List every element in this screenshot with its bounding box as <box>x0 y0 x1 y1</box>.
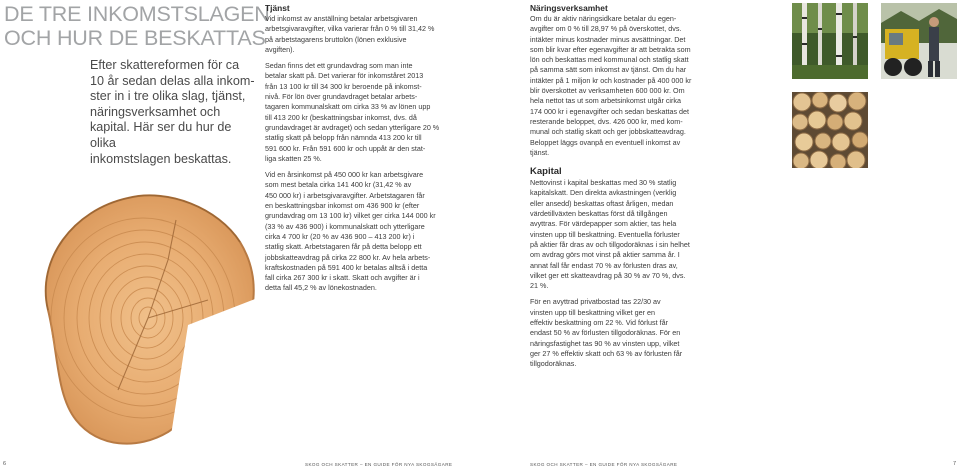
text-line: 21 %. <box>530 281 549 291</box>
text-line: betalar skatt på. Det varierar för inkomståret 2013 <box>265 71 424 81</box>
intro-line: Efter skattereformen för ca <box>90 58 240 72</box>
text-line: på samma sätt som inkomst av tjänst. Om du har <box>530 65 687 75</box>
text-line: Beloppet läggs ovanpå en eventuell inkomst av <box>530 137 681 147</box>
text-line: värdetillväxten beskattas först då tillgången <box>530 209 668 219</box>
text-line: avgifter om 0 % till 28,97 % på överskottet, dvs. <box>530 24 682 34</box>
text-line: fall cirka 267 300 kr i skatt. Skatt och avgifter är i <box>265 273 420 283</box>
text-line: Vid inkomst av anställning betalar arbetsgivaren <box>265 14 418 23</box>
text-line: munal och statlig skatt och ger jobbskatteavdrag. <box>530 127 686 137</box>
text-line: Vid en årsinkomst på 450 000 kr kan arbetsgivare <box>265 170 424 180</box>
text-line: från 13 100 kr till 34 300 kr beroende på inkomst- <box>265 81 422 91</box>
text-line: intäkter minus kostnader minus avsättningar. Det <box>530 34 686 44</box>
text-line: vilket ger ett skatteavdrag på 30 % av 70 %, dvs. <box>530 270 686 280</box>
text-line: på aktier får dras av och tillgodoräknas i sin helhet <box>530 239 690 249</box>
heading-line-2: OCH HUR DE BESKATTAS <box>4 26 266 50</box>
birch-forest-photo <box>792 3 868 79</box>
text-line: Sedan finns det ett grundavdrag som man inte <box>265 61 413 71</box>
intro-line: näringsverksamhet och <box>90 104 221 119</box>
log-cross-section-image <box>18 150 278 455</box>
intro-line: inkomstslagen beskattas. <box>90 151 232 166</box>
text-line: hela nettot tas ut som arbetsinkomst utgår cirka <box>530 96 682 106</box>
text-line: tagaren kommunalskatt om cirka 33 % av lönen upp <box>265 102 431 112</box>
text-line: som blir kvar efter egenavgifter är att betrakta som <box>530 44 691 54</box>
text-line: effektiv beskattning om 22 %. Vid förlust får <box>530 318 668 328</box>
footer-right-text: SKOG OCH SKATTER – EN GUIDE FÖR NYA SKOGSÄGARE <box>530 462 678 467</box>
text-line: För en avyttrad privatbostad tas 22/30 av <box>530 297 661 307</box>
text-line: 174 000 kr i egenavgifter och sedan beskattas det <box>530 106 690 116</box>
text-line: detta fall 45,2 % av lönekostnaden. <box>265 283 377 293</box>
tjanst-section <box>265 3 445 294</box>
text-line: (33 % av 436 900) i kommunalskatt och ytterligare <box>265 221 425 231</box>
page-heading <box>4 2 270 50</box>
text-line: tillgodoräknas. <box>530 359 577 369</box>
text-line: som mest betala cirka 141 400 kr (31,42 % av <box>265 180 412 190</box>
text-line: vinsten upp till beskattning vilket ger en <box>530 307 656 317</box>
log-pile-photo <box>792 92 868 168</box>
text-line: intäkter på 1 miljon kr och kostnader på 400 000 kr <box>530 75 692 85</box>
text-line: Om du är aktiv näringsidkare betalar du egen- <box>530 14 677 23</box>
text-line: arbetsgivaravgifter, vilka varierar från 0 % till 31,42 % <box>265 24 435 34</box>
text-line: grundavdraget är avdraget) och sedan ytterligare 20 % <box>265 122 440 132</box>
page-number-left: 6 <box>3 461 7 467</box>
text-line: statlig skatt på belopp från nämnda 413 200 kr till <box>265 133 422 143</box>
text-line: endast 50 % av förlusten tillgodoräknas. För en <box>530 328 681 338</box>
text-line: statlig skatt. Arbetstagaren får på detta belopp ett <box>265 242 422 252</box>
text-line: en beskattningsbar inkomst om 436 900 kr (efter <box>265 201 420 211</box>
text-line: blir överskottet av verksamheten 600 000 kr. Om <box>530 86 685 96</box>
tjanst-heading: Tjänst <box>265 3 290 13</box>
text-line: 450 000 kr) i arbetsgivaravgifter. Arbetstagaren får <box>265 190 425 200</box>
text-line: näringsfastighet tas 90 % av vinsten upp, vilket <box>530 338 680 348</box>
intro-line: ster in i tre olika slag, tjänst, <box>90 89 246 104</box>
text-line: nivå. För lön över grundavdraget betalar arbets- <box>265 92 418 102</box>
footer-left-text: SKOG OCH SKATTER – EN GUIDE FÖR NYA SKOGSÄGARE <box>305 462 453 467</box>
naring-kapital-section <box>530 3 700 370</box>
text-line: om avdrag görs mot vinst på aktier samma år. I <box>530 250 680 260</box>
text-line: tjänst. <box>530 147 550 157</box>
text-line: eller ansedd) beskattas oftast årligen, medan <box>530 198 674 208</box>
text-line: på arbetstagarens bruttolön (lönen exklusive <box>265 34 407 44</box>
text-line: avyttras. För värdepapper som aktier, tas hela <box>530 219 677 229</box>
kapital-heading: Kapital <box>530 166 562 178</box>
text-line: lön och beskattas med kommunal och statlig skatt <box>530 55 689 65</box>
naring-heading: Näringsverksamhet <box>530 3 608 13</box>
heading-line-1: DE TRE INKOMSTSLAGEN <box>4 2 270 26</box>
forest-worker-machine-photo <box>881 3 957 79</box>
text-line: jobbskatteavdrag på cirka 22 800 kr. Av hela arbets- <box>265 252 431 262</box>
intro-line: 10 år sedan delas alla inkom- <box>90 73 255 88</box>
text-line: 591 600 kr. Från 591 600 kr och uppåt är den stat- <box>265 143 426 153</box>
text-line: avgiften). <box>265 44 295 54</box>
text-line: kraftskostnaden på 591 400 kr betalas alltså i detta <box>265 262 428 272</box>
text-line: annat fall får endast 70 % av förlusten dras av, <box>530 260 678 270</box>
intro-line: kapital. Här ser du hur de olika <box>90 120 232 150</box>
text-line: liga skatten 25 %. <box>265 153 322 163</box>
text-line: Nettovinst i kapital beskattas med 30 % statlig <box>530 178 677 188</box>
page-number-right: 7 <box>953 461 957 467</box>
text-line: grundavdrag om 13 100 kr) vilket ger cirka 144 000 kr <box>265 211 436 221</box>
text-line: kapitalskatt. Den direkta avkastningen (verklig <box>530 188 677 198</box>
text-line: ger 27 % effektiv skatt och 63 % av förlusten får <box>530 348 683 358</box>
text-line: vinsten upp till beskattning. Eventuella förluster <box>530 229 680 239</box>
text-line: resterande beloppet, dvs. 426 000 kr, med kom- <box>530 116 683 126</box>
text-line: cirka 4 700 kr (20 % av 436 900 – 413 200 kr) i <box>265 231 415 241</box>
text-line: till 413 200 kr (beskattningsbar inkomst, dvs. då <box>265 112 417 122</box>
